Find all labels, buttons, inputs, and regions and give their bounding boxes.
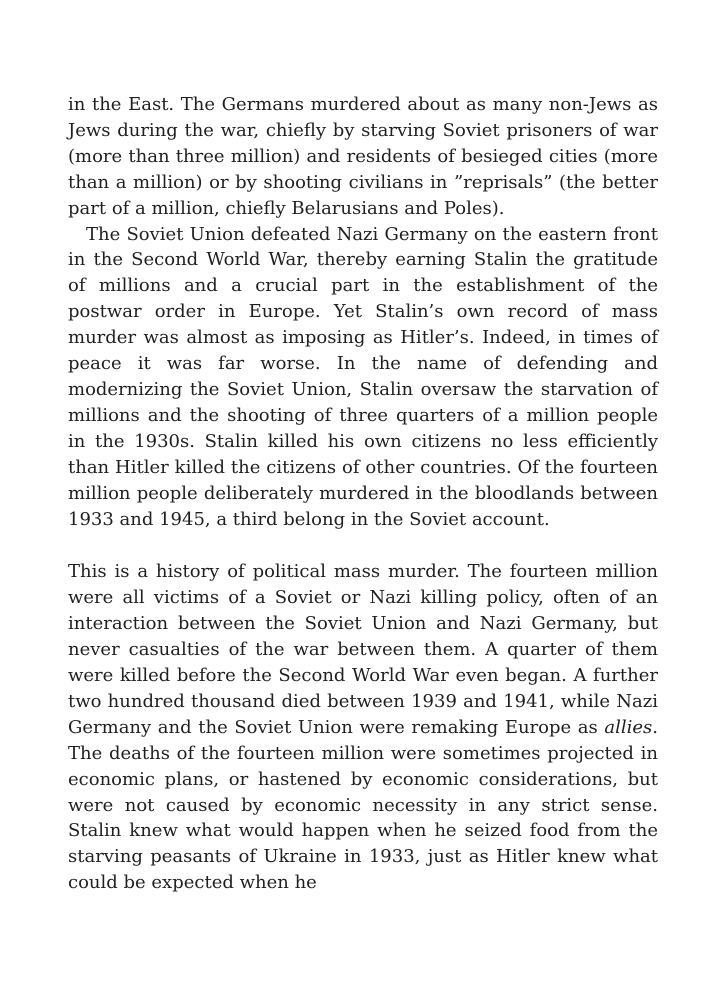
paragraph-political-mass-murder — [68, 559, 658, 896]
paragraph-continuation: in the East. The Germans murdered about as many non-Jews as Jews during the war, chiefly by starving Soviet prisoners of war (more than three million) and residents of besieged cities (more than a million) or by shooting civilians in ”reprisals” (the better part of a million, chiefly Belarusians and Poles). — [68, 94, 658, 219]
emphasized-word: allies — [604, 716, 653, 738]
section-break — [68, 532, 658, 559]
paragraph-text-before-emphasis: This is a history of political mass murder. The fourteen million were all victims of a Soviet or Nazi killing policy, often of an interaction between the Soviet Union and Nazi Germany, but never casualties of the war between them. A quarter of them were killed before the Second World War even began. A further two hundred thousand died between 1939 and 1941, while Nazi Germany and the Soviet Union were remaking Europe as — [68, 561, 658, 738]
page-body — [68, 92, 658, 896]
paragraph-text-after-emphasis: . The deaths of the fourteen million were sometimes projected in economic plans, or hastened by economic considerations, but were not caused by economic necessity in any strict sense. Stalin knew what would happen when he seized food from the starving peasants of Ukraine in 1933, just as Hitler knew what could be expected when he — [68, 716, 658, 894]
paragraph-soviet-union: The Soviet Union defeated Nazi Germany on the eastern front in the Second World War, thereby earning Stalin the gratitude of millions and a crucial part in the establishment of the postwar order in Europe. Yet Stalin’s own record of mass murder was almost as imposing as Hitler’s. Indeed, in times of peace it was far worse. In the name of defending and modernizing the Soviet Union, Stalin oversaw the starvation of millions and the shooting of three quarters of a million people in the 1930s. Stalin killed his own citizens no less efficiently than Hitler killed the citizens of other countries. Of the fourteen million people deliberately murdered in the bloodlands between 1933 and 1945, a third belong in the Soviet account. — [68, 223, 658, 530]
